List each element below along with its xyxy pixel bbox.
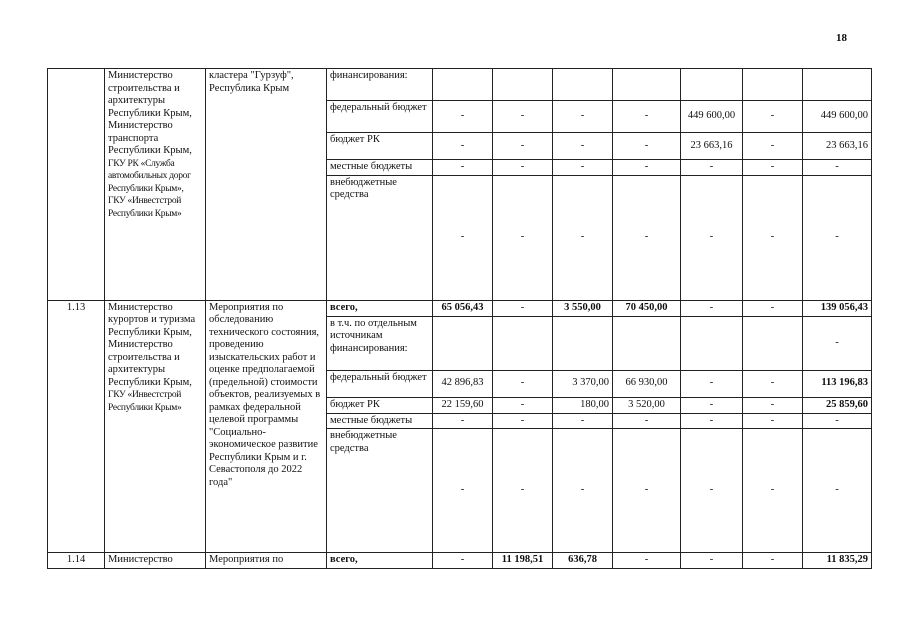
table-row: федеральный бюджет 42 896,83 - 3 370,00 66 930,00 - - 113 196,83 <box>48 370 872 397</box>
table-row: бюджет РК - - - - 23 663,16 - 23 663,16 <box>48 133 872 160</box>
source-label: местные бюджеты <box>327 413 433 429</box>
table-row: местные бюджеты - - - - - - - <box>48 160 872 176</box>
executor-cell: Министерство <box>105 553 206 569</box>
table-row: внебюджетные средства - - - - - - - <box>48 429 872 553</box>
table-row <box>48 69 872 101</box>
source-label: федеральный бюджет <box>327 101 433 133</box>
source-label: бюджет РК <box>327 133 433 160</box>
table-row: бюджет РК 22 159,60 - 180,00 3 520,00 - - 25 859,60 <box>48 397 872 413</box>
table-row: 1.14 Министерство Мероприятия по всего, - 11 198,51 636,78 - - - 11 835,29 <box>48 553 872 569</box>
measure-cell: Мероприятия по <box>206 553 327 569</box>
executor-cell: Министерство курортов и туризма Республики Крым, Министерство строительства и архитектуры Республики Крым, ГКУ «Инвестстрой Республики Крым» <box>105 300 206 553</box>
source-label: внебюджетные средства <box>327 429 433 553</box>
measure-cell: кластера "Гурзуф", Республика Крым <box>206 69 327 301</box>
item-number-cell <box>48 69 105 301</box>
source-label: внебюджетные средства <box>327 175 433 300</box>
table-row: местные бюджеты - - - - - - - <box>48 413 872 429</box>
source-label: финансирования: <box>327 69 433 101</box>
source-label: всего, <box>327 553 433 569</box>
source-label: местные бюджеты <box>327 160 433 176</box>
source-label: федеральный бюджет <box>327 370 433 397</box>
source-label: всего, <box>327 300 433 316</box>
table-row: внебюджетные средства - - - - - - - <box>48 175 872 300</box>
page-number: 18 <box>836 32 847 44</box>
source-label: в т.ч. по отдельным источникам финансирования: <box>327 316 433 370</box>
table-row: 1.13 Министерство курортов и туризма Республики Крым, Министерство строительства и архитектуры Республики Крым, ГКУ «Инвестстрой Республики Крым» Мероприятия по обследованию технического состояния, проведению изыскательских работ и оценке предполагаемой (предельной) стоимости объектов, реализуемых в рамках федеральной целевой программы "Социально-экономическое развитие Республики Крым и г. Севастополя до 2022 года" всего, 65 056,43 - 3 550,00 70 450,00 - - 139 056,43 <box>48 300 872 316</box>
financing-table <box>47 68 872 569</box>
table-row: в т.ч. по отдельным источникам финансирования: - <box>48 316 872 370</box>
measure-cell: Мероприятия по обследованию технического состояния, проведению изыскательских работ и оценке предполагаемой (предельной) стоимости объектов, реализуемых в рамках федеральной целевой программы "Социально-экономическое развитие Республики Крым и г. Севастополя до 2022 года" <box>206 300 327 553</box>
executor-cell: Министерство строительства и архитектуры Республики Крым, Министерство транспорта Республики Крым, ГКУ РК «Служба автомобильных дорог Республики Крым», ГКУ «Инвестстрой Республики Крым» <box>105 69 206 301</box>
item-number-cell: 1.13 <box>48 300 105 553</box>
table-row: федеральный бюджет - - - - 449 600,00 - 449 600,00 <box>48 101 872 133</box>
source-label: бюджет РК <box>327 397 433 413</box>
item-number-cell: 1.14 <box>48 553 105 569</box>
